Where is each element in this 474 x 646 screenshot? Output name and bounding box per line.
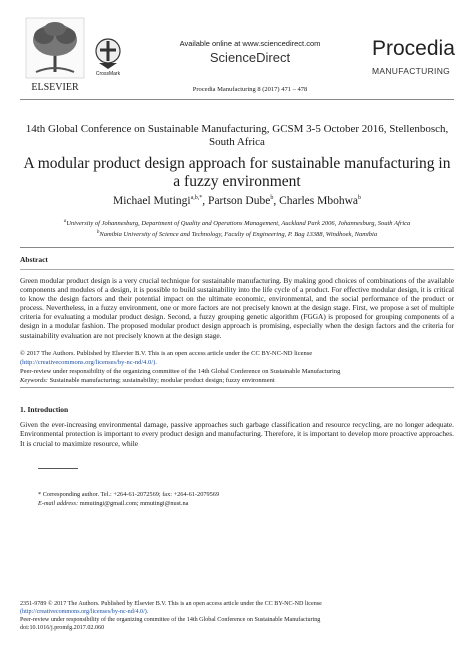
issn-line: 2351-9789 © 2017 The Authors. Published by Elsevier B.V. This is an open access article under the CC BY-NC-ND license (20, 601, 322, 607)
sciencedirect-brand: ScienceDirect (209, 50, 291, 65)
journal-citation: Procedia Manufacturing 8 (2017) 471 – 478 (192, 86, 308, 93)
elsevier-tree-logo (22, 14, 88, 94)
conference-name: 14th Global Conference on Sustainable Manufacturing, GCSM 3-5 October 2016, Stellenbosch, South Africa (25, 123, 449, 148)
footnote-divider (38, 468, 78, 469)
author-name: Michael Mutingi (113, 195, 191, 207)
doi-line[interactable]: doi:10.1016/j.promfg.2017.02.060 (20, 625, 105, 631)
abstract-heading-divider (20, 269, 454, 270)
license-statement: © 2017 The Authors. Published by Elsevier B.V. This is an open access article under the CC BY-NC-ND license (20, 350, 313, 357)
affiliation-mark: a (63, 219, 67, 224)
crossmark-label: CrossMark (95, 71, 121, 77)
author-name: Charles Mbohwa (279, 195, 358, 207)
license-block (20, 350, 454, 376)
affiliation-text: Namibia University of Science and Technology, Faculty of Engineering, P. Bag 13388, Windhoek, Namibia (99, 231, 378, 239)
author-affiliation-mark: b (357, 195, 361, 202)
author-name: Partson Dube (208, 195, 271, 207)
journal-subtitle: MANUFACTURING (372, 66, 451, 76)
keywords-line (20, 377, 454, 384)
abstract-divider-bottom (20, 387, 454, 388)
email-address[interactable]: mmutingi@gmail.com; mmutingi@nust.na (79, 500, 189, 507)
author-affiliation-mark: a,b,* (190, 195, 203, 202)
author-affiliation-mark: b (270, 195, 274, 202)
intro-text: Given the ever-increasing environmental damage, passive approaches such garbage classification and resource recycling, are no longer adequate. Environmental protection is important to every product design and manufacturing. Therefore, it is important to develop more proactive approaches. It is crucial to maximize resource, while (20, 420, 454, 448)
header-divider (20, 99, 454, 100)
available-online-text: Available online at www.sciencedirect.com (179, 39, 321, 48)
keywords-label: Keywords: (20, 377, 48, 384)
affiliation-line (20, 217, 454, 228)
corresponding-author: * Corresponding author. Tel.: +264-61-2072569; fax: +264-61-2079569 (38, 491, 220, 498)
affiliations (20, 217, 454, 239)
peer-review-statement: Peer-review under responsibility of the organizing committee of the 14th Global Conference on Sustainable Manufacturing (20, 367, 341, 375)
journal-name: Procedia (372, 37, 455, 60)
footer-license-link[interactable]: (http://creativecommons.org/licenses/by-nc-nd/4.0/). (20, 609, 149, 615)
abstract-heading: Abstract (20, 255, 48, 264)
abstract-text: Green modular product design is a very crucial technique for sustainable manufacturing. By making good choices of combinations of the available components and modules of a design, it is possible to build sustainability into the life cycle of a product. For effective modular design, it is critical to know the design factors and their potential impact on the ultimate economic, environmental, and the social performance of the product or process. Nevertheless, in a fuzzy environment, one or more factors are not precisely known at the design stage. First, we propose a set of multiple criteria for evaluating a modular product design. Second, a fuzzy grouping genetic algorithm (FGGA) is proposed for grouping components of a design in a modular fashion. The proposed modular product design approach is promising, especially when the design factors and the criteria for sustainability evaluation are not precisely known at the design stage. (20, 276, 454, 340)
abstract-divider-top (20, 247, 454, 248)
affiliation-text: University of Johannesburg, Department of Quality and Operations Management, Auckland Park 2006, Johannesburg, South Africa (66, 220, 411, 228)
footer-peer-review: Peer-review under responsibility of the organizing committee of the 14th Global Conference on Sustainable Manufacturing (20, 617, 321, 623)
affiliation-line (20, 228, 454, 239)
copyright-footer (20, 600, 454, 632)
license-link[interactable]: (http://creativecommons.org/licenses/by-nc-nd/4.0/). (20, 358, 157, 366)
keywords-text: Sustainable manufacturing; sustainability; modular product design; fuzzy environment (49, 377, 275, 384)
email-label: E-mail address: (38, 500, 79, 507)
paper-title: A modular product design approach for sustainable manufacturing in a fuzzy environment (23, 155, 451, 190)
affiliation-mark: b (96, 230, 100, 236)
crossmark-icon[interactable] (93, 36, 123, 72)
author-list: Michael Mutingi$^{a,b,*}$, Partson Dube$^b$, Charles Mbohwa$^b$ (113, 195, 361, 207)
publisher-wordmark: ELSEVIER (31, 82, 79, 93)
section-heading: 1. Introduction (20, 405, 69, 414)
footnote (38, 490, 454, 508)
